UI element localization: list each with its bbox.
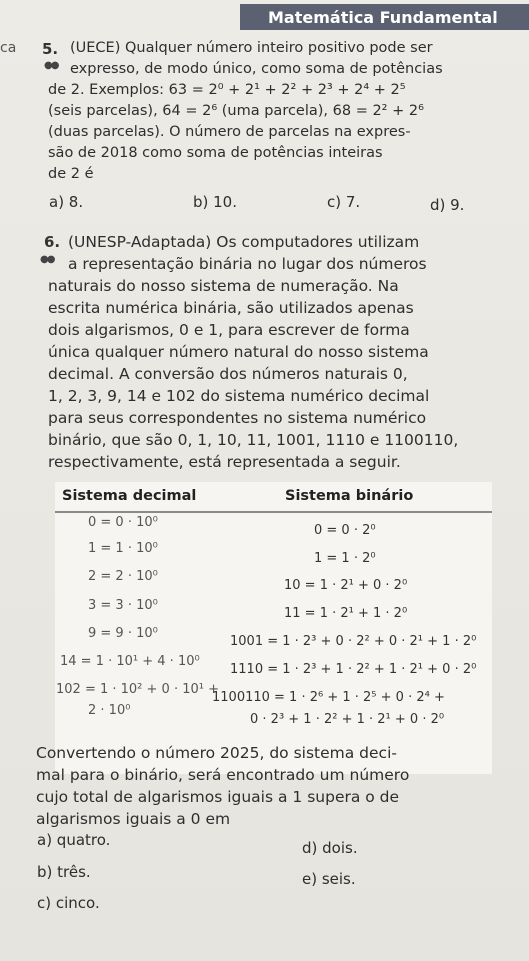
table-cell-binary: 10 = 1 · 2¹ + 0 · 2⁰ xyxy=(284,578,408,593)
table-header-decimal: Sistema decimal xyxy=(62,488,197,504)
option-a[interactable]: a) 8. xyxy=(49,193,84,211)
question-6-line: 1, 2, 3, 9, 14 e 102 do sistema numérico decimal xyxy=(48,387,430,405)
question-5-line: de 2. Exemplos: 63 = 2⁰ + 2¹ + 2² + 2³ + 2⁴ + 2⁵ xyxy=(48,82,406,98)
question-6-line: dois algarismos, 0 e 1, para escrever de forma xyxy=(48,321,410,339)
option-a[interactable]: a) quatro. xyxy=(37,831,111,849)
table-cell-binary: 0 · 2³ + 1 · 2² + 1 · 2¹ + 0 · 2⁰ xyxy=(250,712,445,727)
question-6-line: para seus correspondentes no sistema numérico xyxy=(48,409,427,427)
question-6-line: binário, que são 0, 1, 10, 11, 1001, 1110 e 1100110, xyxy=(48,431,459,449)
question-6-line: a representação binária no lugar dos números xyxy=(68,255,427,273)
difficulty-dots-icon: ●● xyxy=(40,254,54,265)
question-5-line: (UECE) Qualquer número inteiro positivo pode ser xyxy=(70,40,433,56)
question-6-number: 6. xyxy=(44,233,61,251)
question-6-line: Convertendo o número 2025, do sistema deci- xyxy=(36,744,397,762)
difficulty-dots-icon: ●● xyxy=(44,60,58,71)
question-6-line: cujo total de algarismos iguais a 1 supera o de xyxy=(36,788,400,806)
option-c[interactable]: c) 7. xyxy=(327,193,361,211)
question-5-line: são de 2018 como soma de potências inteiras xyxy=(48,145,383,161)
question-6-continuation xyxy=(36,742,409,830)
table-cell-decimal: 1 = 1 · 10⁰ xyxy=(88,541,158,556)
table-cell-decimal: 14 = 1 · 10¹ + 4 · 10⁰ xyxy=(60,654,200,669)
table-cell-decimal: 2 = 2 · 10⁰ xyxy=(88,569,158,584)
question-6-text xyxy=(48,231,459,473)
question-6-line: (UNESP-Adaptada) Os computadores utilizam xyxy=(68,233,420,251)
option-b[interactable]: b) três. xyxy=(37,863,91,881)
question-5-line: de 2 é xyxy=(48,166,94,182)
table-cell-binary: 1001 = 1 · 2³ + 0 · 2² + 0 · 2¹ + 1 · 2⁰ xyxy=(230,634,477,649)
table-cell-binary: 1110 = 1 · 2³ + 1 · 2² + 1 · 2¹ + 0 · 2⁰ xyxy=(230,662,477,677)
table-cell-decimal: 0 = 0 · 10⁰ xyxy=(88,515,158,530)
table-cell-decimal: 102 = 1 · 10² + 0 · 10¹ + xyxy=(56,682,219,697)
table-header-binary: Sistema binário xyxy=(285,488,414,504)
option-d[interactable]: d) dois. xyxy=(302,839,358,857)
option-e[interactable]: e) seis. xyxy=(302,870,356,888)
question-5-line: expresso, de modo único, como soma de potências xyxy=(70,61,443,77)
table-cell-decimal: 3 = 3 · 10⁰ xyxy=(88,598,158,613)
question-6-line: algarismos iguais a 0 em xyxy=(36,810,231,828)
option-b[interactable]: b) 10. xyxy=(193,193,237,211)
question-6-line: mal para o binário, será encontrado um número xyxy=(36,766,410,784)
table-cell-decimal: 9 = 9 · 10⁰ xyxy=(88,626,158,641)
option-d[interactable]: d) 9. xyxy=(430,196,465,214)
question-5-line: (duas parcelas). O número de parcelas na expres- xyxy=(48,124,411,140)
question-6-line: decimal. A conversão dos números naturais 0, xyxy=(48,365,408,383)
question-6-line: naturais do nosso sistema de numeração. Na xyxy=(48,277,399,295)
table-cell-decimal: 2 · 10⁰ xyxy=(88,703,131,718)
question-6-line: única qualquer número natural do nosso sistema xyxy=(48,343,429,361)
question-5-text xyxy=(48,38,443,185)
header-bar xyxy=(240,4,529,30)
question-5-line: (seis parcelas), 64 = 2⁶ (uma parcela), 68 = 2² + 2⁶ xyxy=(48,103,424,119)
header-title: Matemática Fundamental xyxy=(268,7,498,27)
table-cell-binary: 1 = 1 · 2⁰ xyxy=(314,551,376,566)
table-cell-binary: 1100110 = 1 · 2⁶ + 1 · 2⁵ + 0 · 2⁴ + xyxy=(212,690,445,705)
table-cell-binary: 11 = 1 · 2¹ + 1 · 2⁰ xyxy=(284,606,408,621)
question-5-number: 5. xyxy=(42,40,59,58)
question-6-line: respectivamente, está representada a seguir. xyxy=(48,453,401,471)
option-c[interactable]: c) cinco. xyxy=(37,894,100,912)
edge-text: ca xyxy=(0,40,17,56)
question-6-line: escrita numérica binária, são utilizados apenas xyxy=(48,299,414,317)
table-cell-binary: 0 = 0 · 2⁰ xyxy=(314,523,376,538)
table-header-divider xyxy=(55,511,492,513)
